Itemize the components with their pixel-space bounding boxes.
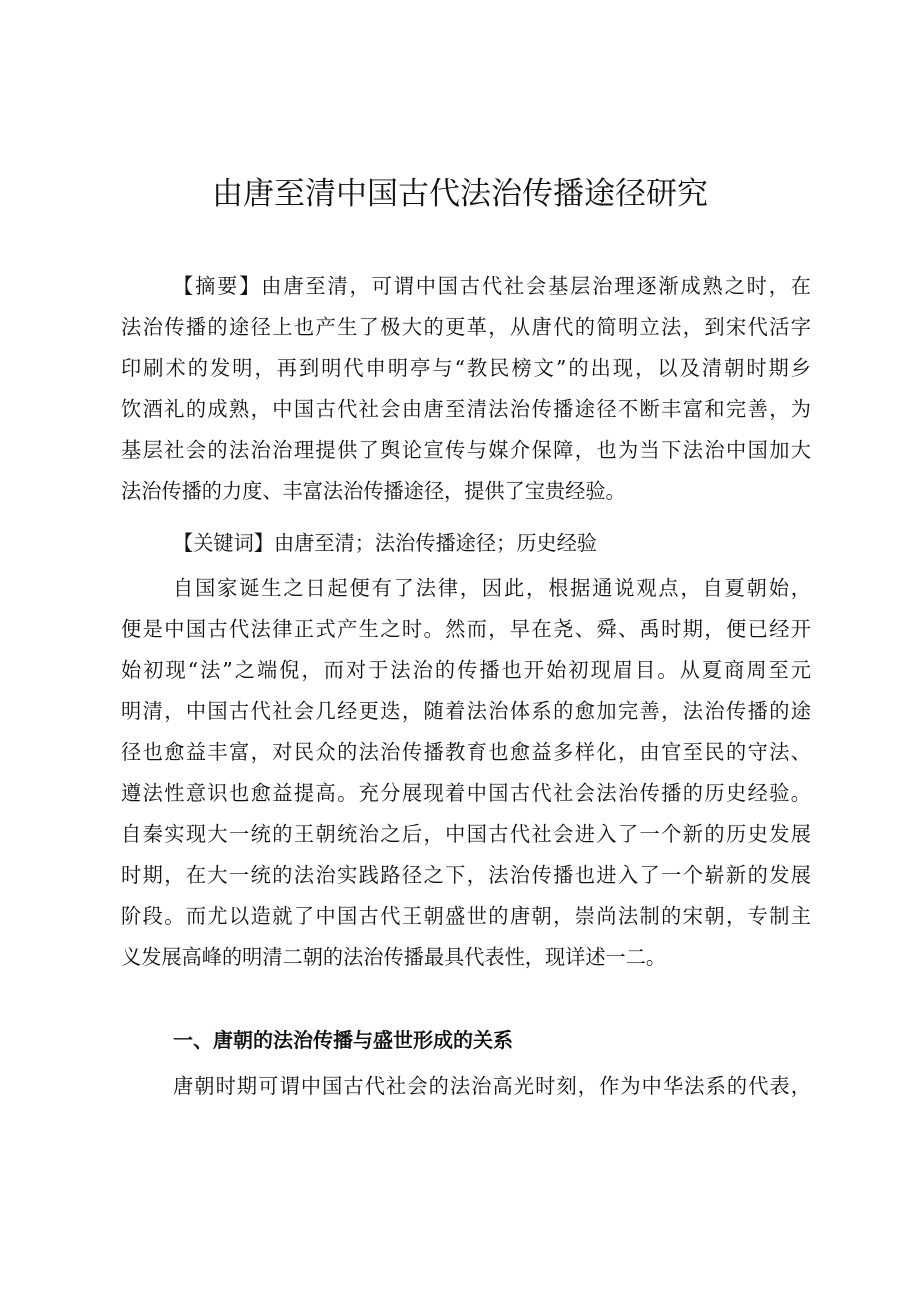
section-line: 唐朝时期可谓中国古代社会的法治高光时刻，作为中华法系的代表， [173, 1074, 811, 1098]
keywords-line: 【关键词】由唐至清；法治传播途径；历史经验 [173, 531, 597, 555]
intro-line: 径也愈益丰富，对民众的法治传播教育也愈益多样化，由官至民的守法、 [121, 740, 811, 764]
abstract-line: 饮酒礼的成熟，中国古代社会由唐至清法治传播途径不断丰富和完善，为 [121, 397, 811, 421]
document-title: 由唐至清中国古代法治传播途径研究 [212, 176, 708, 212]
intro-line: 便是中国古代法律正式产生之时。然而，早在尧、舜、禹时期，便已经开 [121, 617, 811, 641]
abstract-line: 法治传播的力度、丰富法治传播途径，提供了宝贵经验。 [121, 479, 626, 503]
intro-line: 阶段。而尤以造就了中国古代王朝盛世的唐朝，崇尚法制的宋朝，专制主 [121, 904, 811, 928]
section-heading: 一、唐朝的法治传播与盛世形成的关系 [173, 1028, 513, 1052]
abstract-line: 基层社会的法治治理提供了舆论宣传与媒介保障，也为当下法治中国加大 [121, 438, 811, 462]
intro-line: 自国家诞生之日起便有了法律，因此，根据通说观点，自夏朝始， [173, 576, 811, 600]
abstract-line: 【摘要】由唐至清，可谓中国古代社会基层治理逐渐成熟之时，在 [173, 274, 811, 298]
abstract-line: 印刷术的发明，再到明代申明亭与“教民榜文”的出现，以及清朝时期乡 [121, 356, 811, 380]
intro-line: 始初现“法”之端倪，而对于法治的传播也开始初现眉目。从夏商周至元 [121, 658, 811, 682]
intro-line: 自秦实现大一统的王朝统治之后，中国古代社会进入了一个新的历史发展 [121, 822, 811, 846]
abstract-line: 法治传播的途径上也产生了极大的更革，从唐代的简明立法，到宋代活字 [121, 315, 811, 339]
intro-line: 明清，中国古代社会几经更迭，随着法治体系的愈加完善，法治传播的途 [121, 699, 811, 723]
intro-line: 义发展高峰的明清二朝的法治传播最具代表性，现详述一二。 [121, 945, 667, 969]
intro-line: 遵法性意识也愈益提高。充分展现着中国古代社会法治传播的历史经验。 [121, 781, 811, 805]
intro-line: 时期，在大一统的法治实践路径之下，法治传播也进入了一个崭新的发展 [121, 863, 811, 887]
